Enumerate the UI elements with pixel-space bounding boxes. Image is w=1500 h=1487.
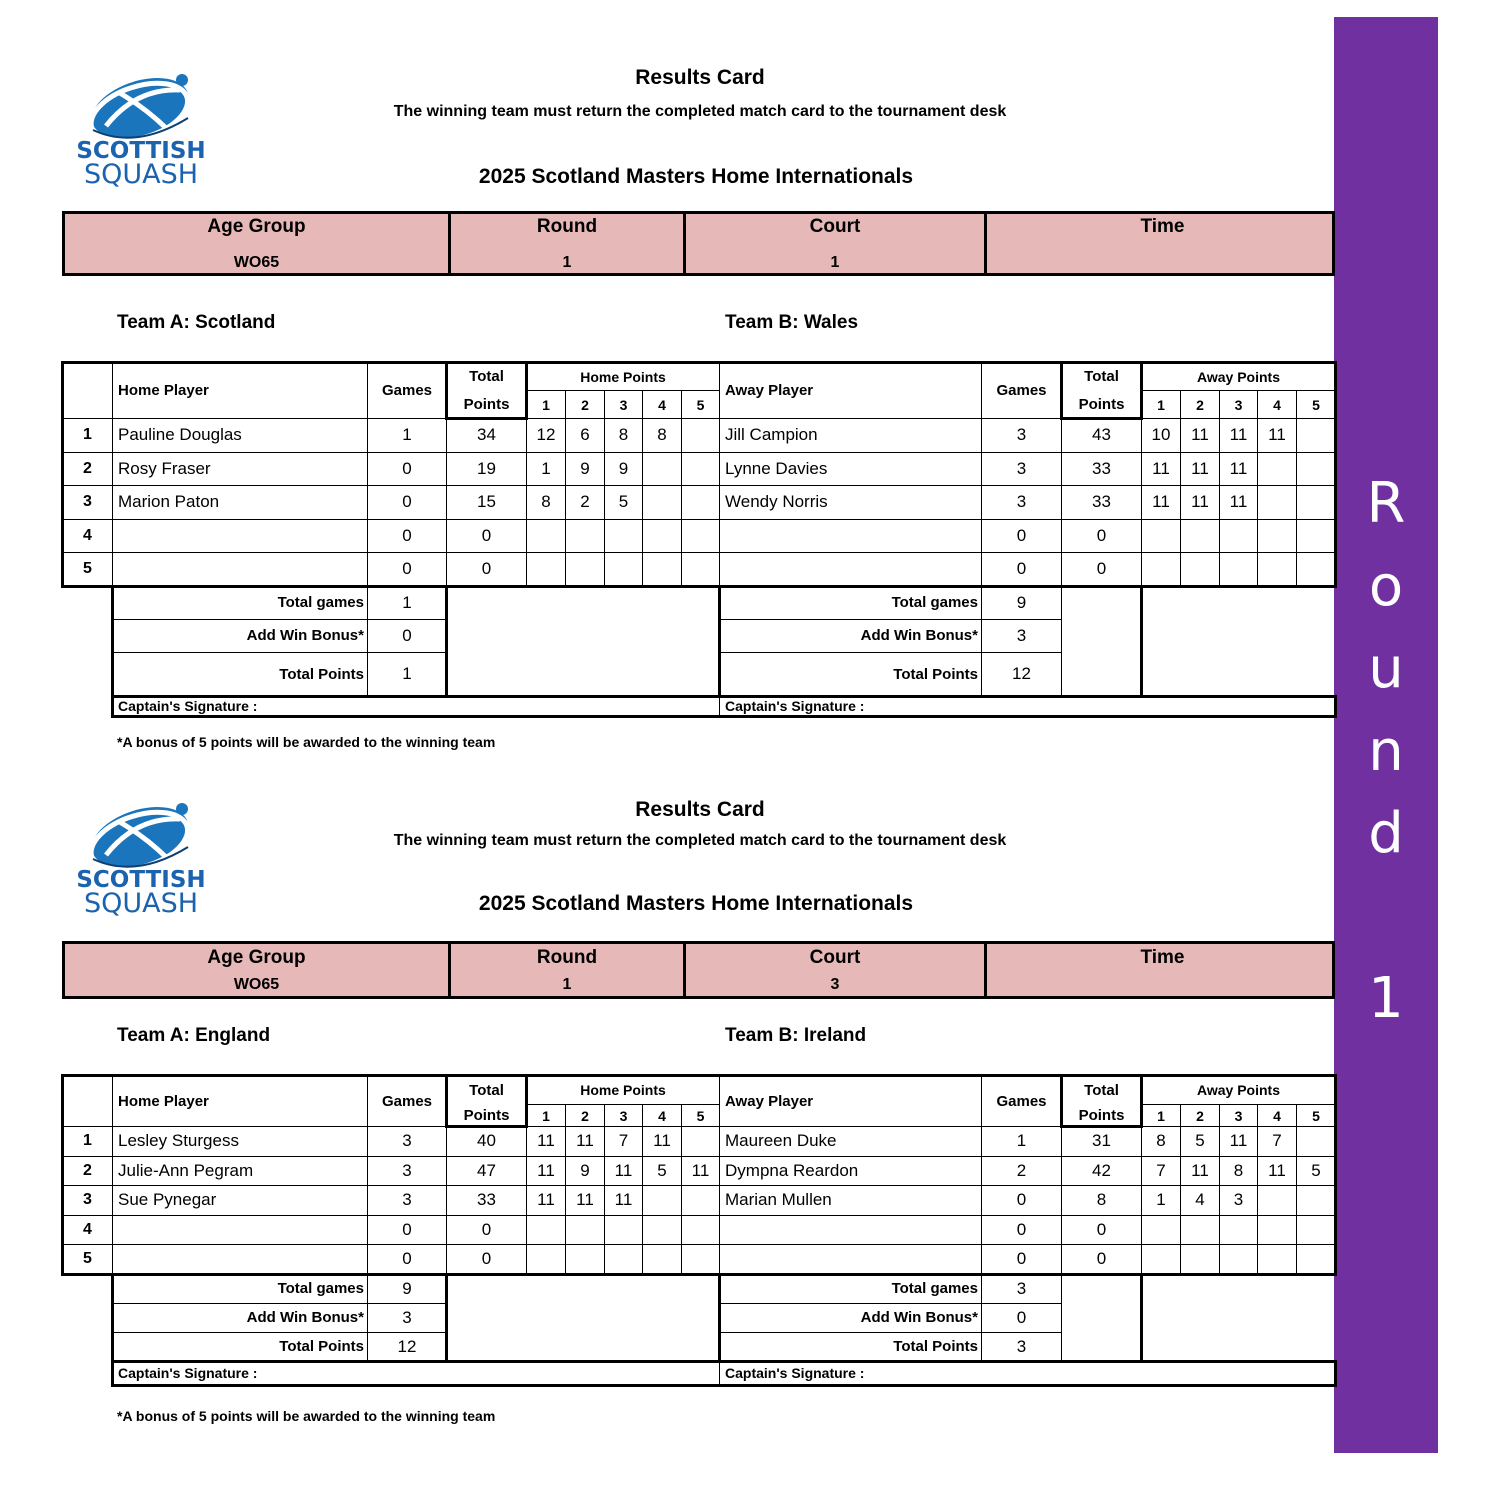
home-player-name[interactable] <box>112 519 368 554</box>
away-player-name[interactable] <box>719 1244 982 1275</box>
round-label: Round <box>536 947 598 968</box>
away-game-number: 1 <box>1141 1104 1181 1127</box>
home-game-score[interactable]: 5 <box>604 485 643 520</box>
home-points-value[interactable]: 34 <box>446 418 527 453</box>
away-game-number: 3 <box>1219 1104 1258 1127</box>
home-game-score[interactable]: 11 <box>526 1185 566 1216</box>
away-game-score[interactable]: 11 <box>1257 418 1297 453</box>
home-game-score[interactable] <box>526 519 566 554</box>
home-points-group-header: Home Points <box>526 362 720 391</box>
away-game-score[interactable] <box>1180 1244 1220 1275</box>
time-cell <box>984 214 1338 273</box>
home-games-value[interactable]: 0 <box>367 1244 447 1275</box>
home-game-number: 5 <box>681 1104 720 1127</box>
win-bonus-label: Add Win Bonus* <box>719 1303 982 1333</box>
away-game-score[interactable]: 8 <box>1219 1156 1258 1187</box>
home-game-score[interactable] <box>681 1185 720 1216</box>
home-game-score[interactable]: 6 <box>565 418 605 453</box>
card-subtitle: The winning team must return the completed match card to the tournament desk <box>393 103 1007 120</box>
home-game-score[interactable] <box>681 1244 720 1275</box>
away-points-header: Points <box>1078 1107 1125 1124</box>
age-group-value: WO65 <box>233 976 280 993</box>
home-player-name[interactable]: Lesley Sturgess <box>112 1126 368 1157</box>
away-game-number: 4 <box>1257 390 1297 419</box>
home-game-score[interactable] <box>526 1215 566 1246</box>
team-a-label: Team A: Scotland <box>117 312 276 333</box>
away-points-header: Points <box>1078 396 1125 413</box>
away-player-name[interactable]: Lynne Davies <box>719 452 982 487</box>
team-b-label: Team B: Wales <box>725 312 859 333</box>
court-cell <box>683 214 984 273</box>
home-games-value[interactable]: 0 <box>367 485 447 520</box>
away-game-score[interactable]: 11 <box>1141 452 1181 487</box>
home-game-score[interactable] <box>642 519 682 554</box>
row-number: 2 <box>62 1156 113 1187</box>
event-title: 2025 Scotland Masters Home Internationals <box>478 892 914 915</box>
away-points-value[interactable]: 33 <box>1061 452 1142 487</box>
away-points-value[interactable]: 0 <box>1061 552 1142 587</box>
away-game-score[interactable] <box>1141 1244 1181 1275</box>
home-player-name[interactable]: Sue Pynegar <box>112 1185 368 1216</box>
home-game-score[interactable] <box>681 552 720 587</box>
home-points-value[interactable]: 19 <box>446 452 527 487</box>
away-points-value[interactable]: 31 <box>1061 1126 1142 1157</box>
sidebar-letter: n <box>1368 719 1404 784</box>
away-points-value[interactable]: 33 <box>1061 485 1142 520</box>
away-points-value[interactable]: 0 <box>1061 519 1142 554</box>
away-games-header: Games <box>981 1075 1062 1127</box>
away-points-value[interactable]: 42 <box>1061 1156 1142 1187</box>
age-group-label: Age Group <box>207 947 306 968</box>
home-game-score[interactable]: 11 <box>526 1126 566 1157</box>
away-game-score[interactable]: 8 <box>1141 1126 1181 1157</box>
home-game-number: 4 <box>642 390 682 419</box>
away-game-score[interactable]: 7 <box>1141 1156 1181 1187</box>
away-total-points-value[interactable]: 3 <box>981 1332 1062 1362</box>
home-games-value[interactable]: 3 <box>367 1126 447 1157</box>
home-game-number: 2 <box>565 390 605 419</box>
row-number: 3 <box>62 485 113 520</box>
home-points-value[interactable]: 0 <box>446 552 527 587</box>
time-cell <box>984 944 1338 996</box>
home-game-score[interactable] <box>565 519 605 554</box>
away-game-number: 5 <box>1296 1104 1336 1127</box>
away-game-score[interactable]: 11 <box>1180 452 1220 487</box>
total-games-label: Total games <box>112 1274 368 1304</box>
away-games-value[interactable]: 3 <box>981 418 1062 453</box>
away-game-score[interactable] <box>1257 1215 1297 1246</box>
away-player-name[interactable]: Maureen Duke <box>719 1126 982 1157</box>
home-game-score[interactable] <box>565 552 605 587</box>
away-player-name[interactable]: Wendy Norris <box>719 485 982 520</box>
home-total-points-value[interactable]: 12 <box>367 1332 447 1362</box>
home-points-value[interactable]: 40 <box>446 1126 527 1157</box>
row-number: 4 <box>62 1215 113 1246</box>
home-player-header: Home Player <box>112 362 368 419</box>
home-game-score[interactable]: 12 <box>526 418 566 453</box>
card-subtitle: The winning team must return the completed match card to the tournament desk <box>393 832 1007 849</box>
away-game-score[interactable] <box>1296 552 1336 587</box>
home-game-score[interactable]: 9 <box>565 452 605 487</box>
home-games-value[interactable]: 0 <box>367 552 447 587</box>
match-info-bar <box>62 941 1335 999</box>
away-game-score[interactable]: 3 <box>1219 1185 1258 1216</box>
round-cell <box>448 944 683 996</box>
court-value: 3 <box>830 976 840 993</box>
away-game-number: 2 <box>1180 390 1220 419</box>
away-captain-signature-field[interactable]: Captain's Signature : <box>719 1361 1336 1386</box>
event-title: 2025 Scotland Masters Home Internationals <box>478 165 914 188</box>
home-game-score[interactable] <box>604 519 643 554</box>
away-total-games-value[interactable]: 9 <box>981 586 1062 620</box>
away-games-value[interactable]: 0 <box>981 1215 1062 1246</box>
home-games-value[interactable]: 0 <box>367 519 447 554</box>
sidebar-letter: o <box>1368 554 1404 619</box>
away-game-score[interactable]: 11 <box>1180 418 1220 453</box>
away-game-score[interactable]: 11 <box>1141 485 1181 520</box>
away-player-name[interactable]: Jill Campion <box>719 418 982 453</box>
away-game-score[interactable]: 11 <box>1257 1156 1297 1187</box>
age-group-label: Age Group <box>207 216 306 237</box>
win-bonus-label: Add Win Bonus* <box>719 619 982 653</box>
home-points-header: Points <box>463 1107 510 1124</box>
away-total-header: Total <box>1084 1081 1119 1099</box>
away-game-score[interactable] <box>1141 552 1181 587</box>
total-games-label: Total games <box>719 586 982 620</box>
away-games-value[interactable]: 1 <box>981 1126 1062 1157</box>
home-player-name[interactable]: Pauline Douglas <box>112 418 368 453</box>
away-game-score[interactable] <box>1296 1126 1336 1157</box>
home-game-score[interactable] <box>681 1215 720 1246</box>
card-title: Results Card <box>635 66 765 89</box>
home-game-score[interactable] <box>681 485 720 520</box>
age-group-cell <box>65 944 448 996</box>
away-games-value[interactable]: 3 <box>981 485 1062 520</box>
home-game-score[interactable] <box>681 1126 720 1157</box>
home-games-value[interactable]: 3 <box>367 1185 447 1216</box>
away-game-score[interactable] <box>1180 519 1220 554</box>
away-points-value[interactable]: 0 <box>1061 1215 1142 1246</box>
home-game-number: 1 <box>526 1104 566 1127</box>
home-game-score[interactable]: 7 <box>604 1126 643 1157</box>
away-game-score[interactable] <box>1296 1244 1336 1275</box>
away-game-score[interactable]: 5 <box>1180 1126 1220 1157</box>
away-game-score[interactable] <box>1180 552 1220 587</box>
home-game-score[interactable]: 8 <box>642 418 682 453</box>
total-points-label: Total Points <box>112 1332 368 1362</box>
away-game-score[interactable] <box>1180 1215 1220 1246</box>
home-game-score[interactable]: 9 <box>565 1156 605 1187</box>
home-total-games-value[interactable]: 1 <box>367 586 447 620</box>
away-game-score[interactable] <box>1257 485 1297 520</box>
away-game-score[interactable] <box>1296 418 1336 453</box>
home-player-name[interactable] <box>112 1215 368 1246</box>
home-game-score[interactable] <box>565 1244 605 1275</box>
sidebar-letter: u <box>1368 636 1404 701</box>
card-title: Results Card <box>635 798 765 821</box>
away-game-score[interactable] <box>1219 1244 1258 1275</box>
scottish-squash-logo <box>76 797 206 917</box>
round-cell <box>448 214 683 273</box>
away-points-value[interactable]: 43 <box>1061 418 1142 453</box>
court-label: Court <box>809 947 861 968</box>
home-player-name[interactable]: Rosy Fraser <box>112 452 368 487</box>
home-game-score[interactable]: 2 <box>565 485 605 520</box>
away-game-score[interactable] <box>1296 519 1336 554</box>
away-games-value[interactable]: 0 <box>981 519 1062 554</box>
home-player-name[interactable]: Marion Paton <box>112 485 368 520</box>
round-sidebar <box>1334 17 1438 1453</box>
away-game-number: 3 <box>1219 390 1258 419</box>
home-game-score[interactable] <box>642 1244 682 1275</box>
home-points-value[interactable]: 15 <box>446 485 527 520</box>
home-game-score[interactable] <box>604 1215 643 1246</box>
home-game-score[interactable]: 11 <box>681 1156 720 1187</box>
row-number: 2 <box>62 452 113 487</box>
sidebar-letter: d <box>1368 801 1404 866</box>
home-game-score[interactable]: 11 <box>604 1156 643 1187</box>
away-game-number: 4 <box>1257 1104 1297 1127</box>
blank-area <box>446 1274 720 1362</box>
away-win-bonus-value[interactable]: 0 <box>981 1303 1062 1333</box>
home-game-score[interactable]: 11 <box>565 1185 605 1216</box>
away-total-header: Total <box>1084 368 1119 385</box>
away-game-score[interactable]: 1 <box>1141 1185 1181 1216</box>
court-cell <box>683 944 984 996</box>
time-label: Time <box>1140 216 1185 237</box>
bonus-note: *A bonus of 5 points will be awarded to the winning team <box>117 1408 496 1424</box>
row-number: 3 <box>62 1185 113 1216</box>
court-value: 1 <box>830 254 840 271</box>
home-player-name[interactable] <box>112 1244 368 1275</box>
home-game-score[interactable]: 11 <box>642 1126 682 1157</box>
home-game-score[interactable] <box>681 418 720 453</box>
home-game-score[interactable]: 11 <box>565 1126 605 1157</box>
time-label: Time <box>1140 947 1185 968</box>
home-game-number: 3 <box>604 390 643 419</box>
home-game-score[interactable] <box>604 552 643 587</box>
row-number: 4 <box>62 519 113 554</box>
win-bonus-label: Add Win Bonus* <box>112 619 368 653</box>
home-game-number: 3 <box>604 1104 643 1127</box>
home-points-value[interactable]: 0 <box>446 1215 527 1246</box>
away-game-score[interactable] <box>1257 1244 1297 1275</box>
blank-area <box>446 586 720 697</box>
away-game-score[interactable]: 11 <box>1219 1126 1258 1157</box>
away-game-score[interactable] <box>1141 519 1181 554</box>
sidebar-letter: 1 <box>1368 966 1404 1031</box>
away-game-score[interactable] <box>1219 519 1258 554</box>
away-game-score[interactable]: 11 <box>1180 485 1220 520</box>
home-game-score[interactable]: 8 <box>604 418 643 453</box>
home-points-group-header: Home Points <box>526 1075 720 1105</box>
home-game-number: 2 <box>565 1104 605 1127</box>
home-game-score[interactable] <box>642 485 682 520</box>
sidebar-letter: R <box>1366 471 1406 536</box>
round-value: 1 <box>562 976 572 993</box>
age-group-value: WO65 <box>233 254 280 271</box>
home-game-number: 1 <box>526 390 566 419</box>
away-game-score[interactable]: 7 <box>1257 1126 1297 1157</box>
home-captain-signature-field[interactable]: Captain's Signature : <box>112 696 720 717</box>
home-games-value[interactable]: 1 <box>367 418 447 453</box>
away-player-name[interactable]: Dympna Reardon <box>719 1156 982 1187</box>
row-number: 1 <box>62 418 113 453</box>
scottish-squash-logo <box>76 68 206 188</box>
court-label: Court <box>809 216 861 237</box>
home-games-header: Games <box>367 362 447 419</box>
row-number: 5 <box>62 552 113 587</box>
home-game-score[interactable]: 1 <box>526 452 566 487</box>
away-points-value[interactable]: 0 <box>1061 1244 1142 1275</box>
home-games-header: Games <box>367 1075 447 1127</box>
home-games-value[interactable]: 0 <box>367 1215 447 1246</box>
away-game-score[interactable]: 10 <box>1141 418 1181 453</box>
away-player-name[interactable]: Marian Mullen <box>719 1185 982 1216</box>
home-player-name[interactable]: Julie-Ann Pegram <box>112 1156 368 1187</box>
home-game-number: 5 <box>681 390 720 419</box>
home-total-header: Total <box>469 368 504 385</box>
away-points-value[interactable]: 8 <box>1061 1185 1142 1216</box>
logo-text-scottish: SCOTTISH <box>76 138 206 164</box>
home-game-score[interactable] <box>642 1185 682 1216</box>
row-number: 1 <box>62 1126 113 1157</box>
home-game-score[interactable]: 11 <box>604 1185 643 1216</box>
away-game-score[interactable]: 4 <box>1180 1185 1220 1216</box>
away-games-value[interactable]: 0 <box>981 1244 1062 1275</box>
home-game-score[interactable]: 5 <box>642 1156 682 1187</box>
home-games-value[interactable]: 0 <box>367 452 447 487</box>
row-number-header <box>62 362 113 419</box>
home-points-value[interactable]: 0 <box>446 519 527 554</box>
away-game-score[interactable] <box>1219 552 1258 587</box>
away-game-score[interactable] <box>1257 452 1297 487</box>
home-game-score[interactable] <box>565 1215 605 1246</box>
squash-ball-icon <box>76 797 206 877</box>
away-games-value[interactable]: 2 <box>981 1156 1062 1187</box>
home-points-value[interactable]: 47 <box>446 1156 527 1187</box>
home-game-score[interactable] <box>526 552 566 587</box>
home-game-score[interactable] <box>642 452 682 487</box>
home-points-value[interactable]: 0 <box>446 1244 527 1275</box>
away-game-score[interactable] <box>1257 1185 1297 1216</box>
away-game-score[interactable]: 11 <box>1219 418 1258 453</box>
home-game-score[interactable] <box>642 552 682 587</box>
away-player-header: Away Player <box>719 362 982 419</box>
away-player-name[interactable] <box>719 552 982 587</box>
away-game-score[interactable] <box>1257 552 1297 587</box>
away-games-value[interactable]: 0 <box>981 552 1062 587</box>
home-game-score[interactable] <box>642 1215 682 1246</box>
team-a-label: Team A: England <box>117 1025 271 1046</box>
total-games-label: Total games <box>112 586 368 620</box>
home-game-score[interactable] <box>681 519 720 554</box>
away-points-group-header: Away Points <box>1141 1075 1336 1105</box>
round-value: 1 <box>562 254 572 271</box>
away-games-header: Games <box>981 362 1062 419</box>
win-bonus-label: Add Win Bonus* <box>112 1303 368 1333</box>
home-player-header: Home Player <box>112 1075 368 1127</box>
away-captain-signature-field[interactable]: Captain's Signature : <box>719 696 1336 717</box>
away-game-score[interactable] <box>1296 1185 1336 1216</box>
home-game-score[interactable]: 11 <box>526 1156 566 1187</box>
total-points-label: Total Points <box>112 652 368 697</box>
match-info-bar <box>62 211 1335 276</box>
away-player-header: Away Player <box>719 1075 982 1127</box>
away-points-group-header: Away Points <box>1141 362 1336 391</box>
row-number: 5 <box>62 1244 113 1275</box>
round-label: Round <box>536 216 598 237</box>
away-game-number: 5 <box>1296 390 1336 419</box>
logo-text-squash: SQUASH <box>83 888 199 919</box>
bonus-note: *A bonus of 5 points will be awarded to the winning team <box>117 734 496 750</box>
home-total-points-value[interactable]: 1 <box>367 652 447 697</box>
away-game-score[interactable]: 11 <box>1180 1156 1220 1187</box>
home-game-score[interactable]: 8 <box>526 485 566 520</box>
home-game-number: 4 <box>642 1104 682 1127</box>
away-game-number: 1 <box>1141 390 1181 419</box>
home-captain-signature-field[interactable]: Captain's Signature : <box>112 1361 720 1386</box>
age-group-cell <box>65 214 448 273</box>
away-game-score[interactable] <box>1219 1215 1258 1246</box>
away-games-value[interactable]: 0 <box>981 1185 1062 1216</box>
away-player-name[interactable] <box>719 1215 982 1246</box>
away-games-value[interactable]: 3 <box>981 452 1062 487</box>
logo-text-squash: SQUASH <box>83 159 199 190</box>
home-player-name[interactable] <box>112 552 368 587</box>
away-win-bonus-value[interactable]: 3 <box>981 619 1062 653</box>
row-number-header <box>62 1075 113 1127</box>
home-game-score[interactable] <box>681 452 720 487</box>
home-points-header: Points <box>463 396 510 413</box>
away-game-score[interactable]: 11 <box>1219 452 1258 487</box>
total-games-label: Total games <box>719 1274 982 1304</box>
squash-ball-icon <box>76 68 206 148</box>
home-total-header: Total <box>469 1081 504 1099</box>
away-game-score[interactable]: 5 <box>1296 1156 1336 1187</box>
home-game-score[interactable] <box>526 1244 566 1275</box>
away-total-points-value[interactable]: 12 <box>981 652 1062 697</box>
away-game-score[interactable] <box>1296 452 1336 487</box>
away-game-score[interactable] <box>1296 485 1336 520</box>
home-game-score[interactable]: 9 <box>604 452 643 487</box>
away-game-score[interactable] <box>1257 519 1297 554</box>
away-player-name[interactable] <box>719 519 982 554</box>
home-win-bonus-value[interactable]: 0 <box>367 619 447 653</box>
away-total-games-value[interactable]: 3 <box>981 1274 1062 1304</box>
home-points-value[interactable]: 33 <box>446 1185 527 1216</box>
total-points-label: Total Points <box>719 652 982 697</box>
away-game-score[interactable] <box>1141 1215 1181 1246</box>
logo-text-scottish: SCOTTISH <box>76 867 206 893</box>
total-points-label: Total Points <box>719 1332 982 1362</box>
away-game-score[interactable]: 11 <box>1219 485 1258 520</box>
home-total-games-value[interactable]: 9 <box>367 1274 447 1304</box>
away-game-score[interactable] <box>1296 1215 1336 1246</box>
team-b-label: Team B: Ireland <box>725 1025 867 1046</box>
away-game-number: 2 <box>1180 1104 1220 1127</box>
home-game-score[interactable] <box>604 1244 643 1275</box>
home-games-value[interactable]: 3 <box>367 1156 447 1187</box>
home-win-bonus-value[interactable]: 3 <box>367 1303 447 1333</box>
